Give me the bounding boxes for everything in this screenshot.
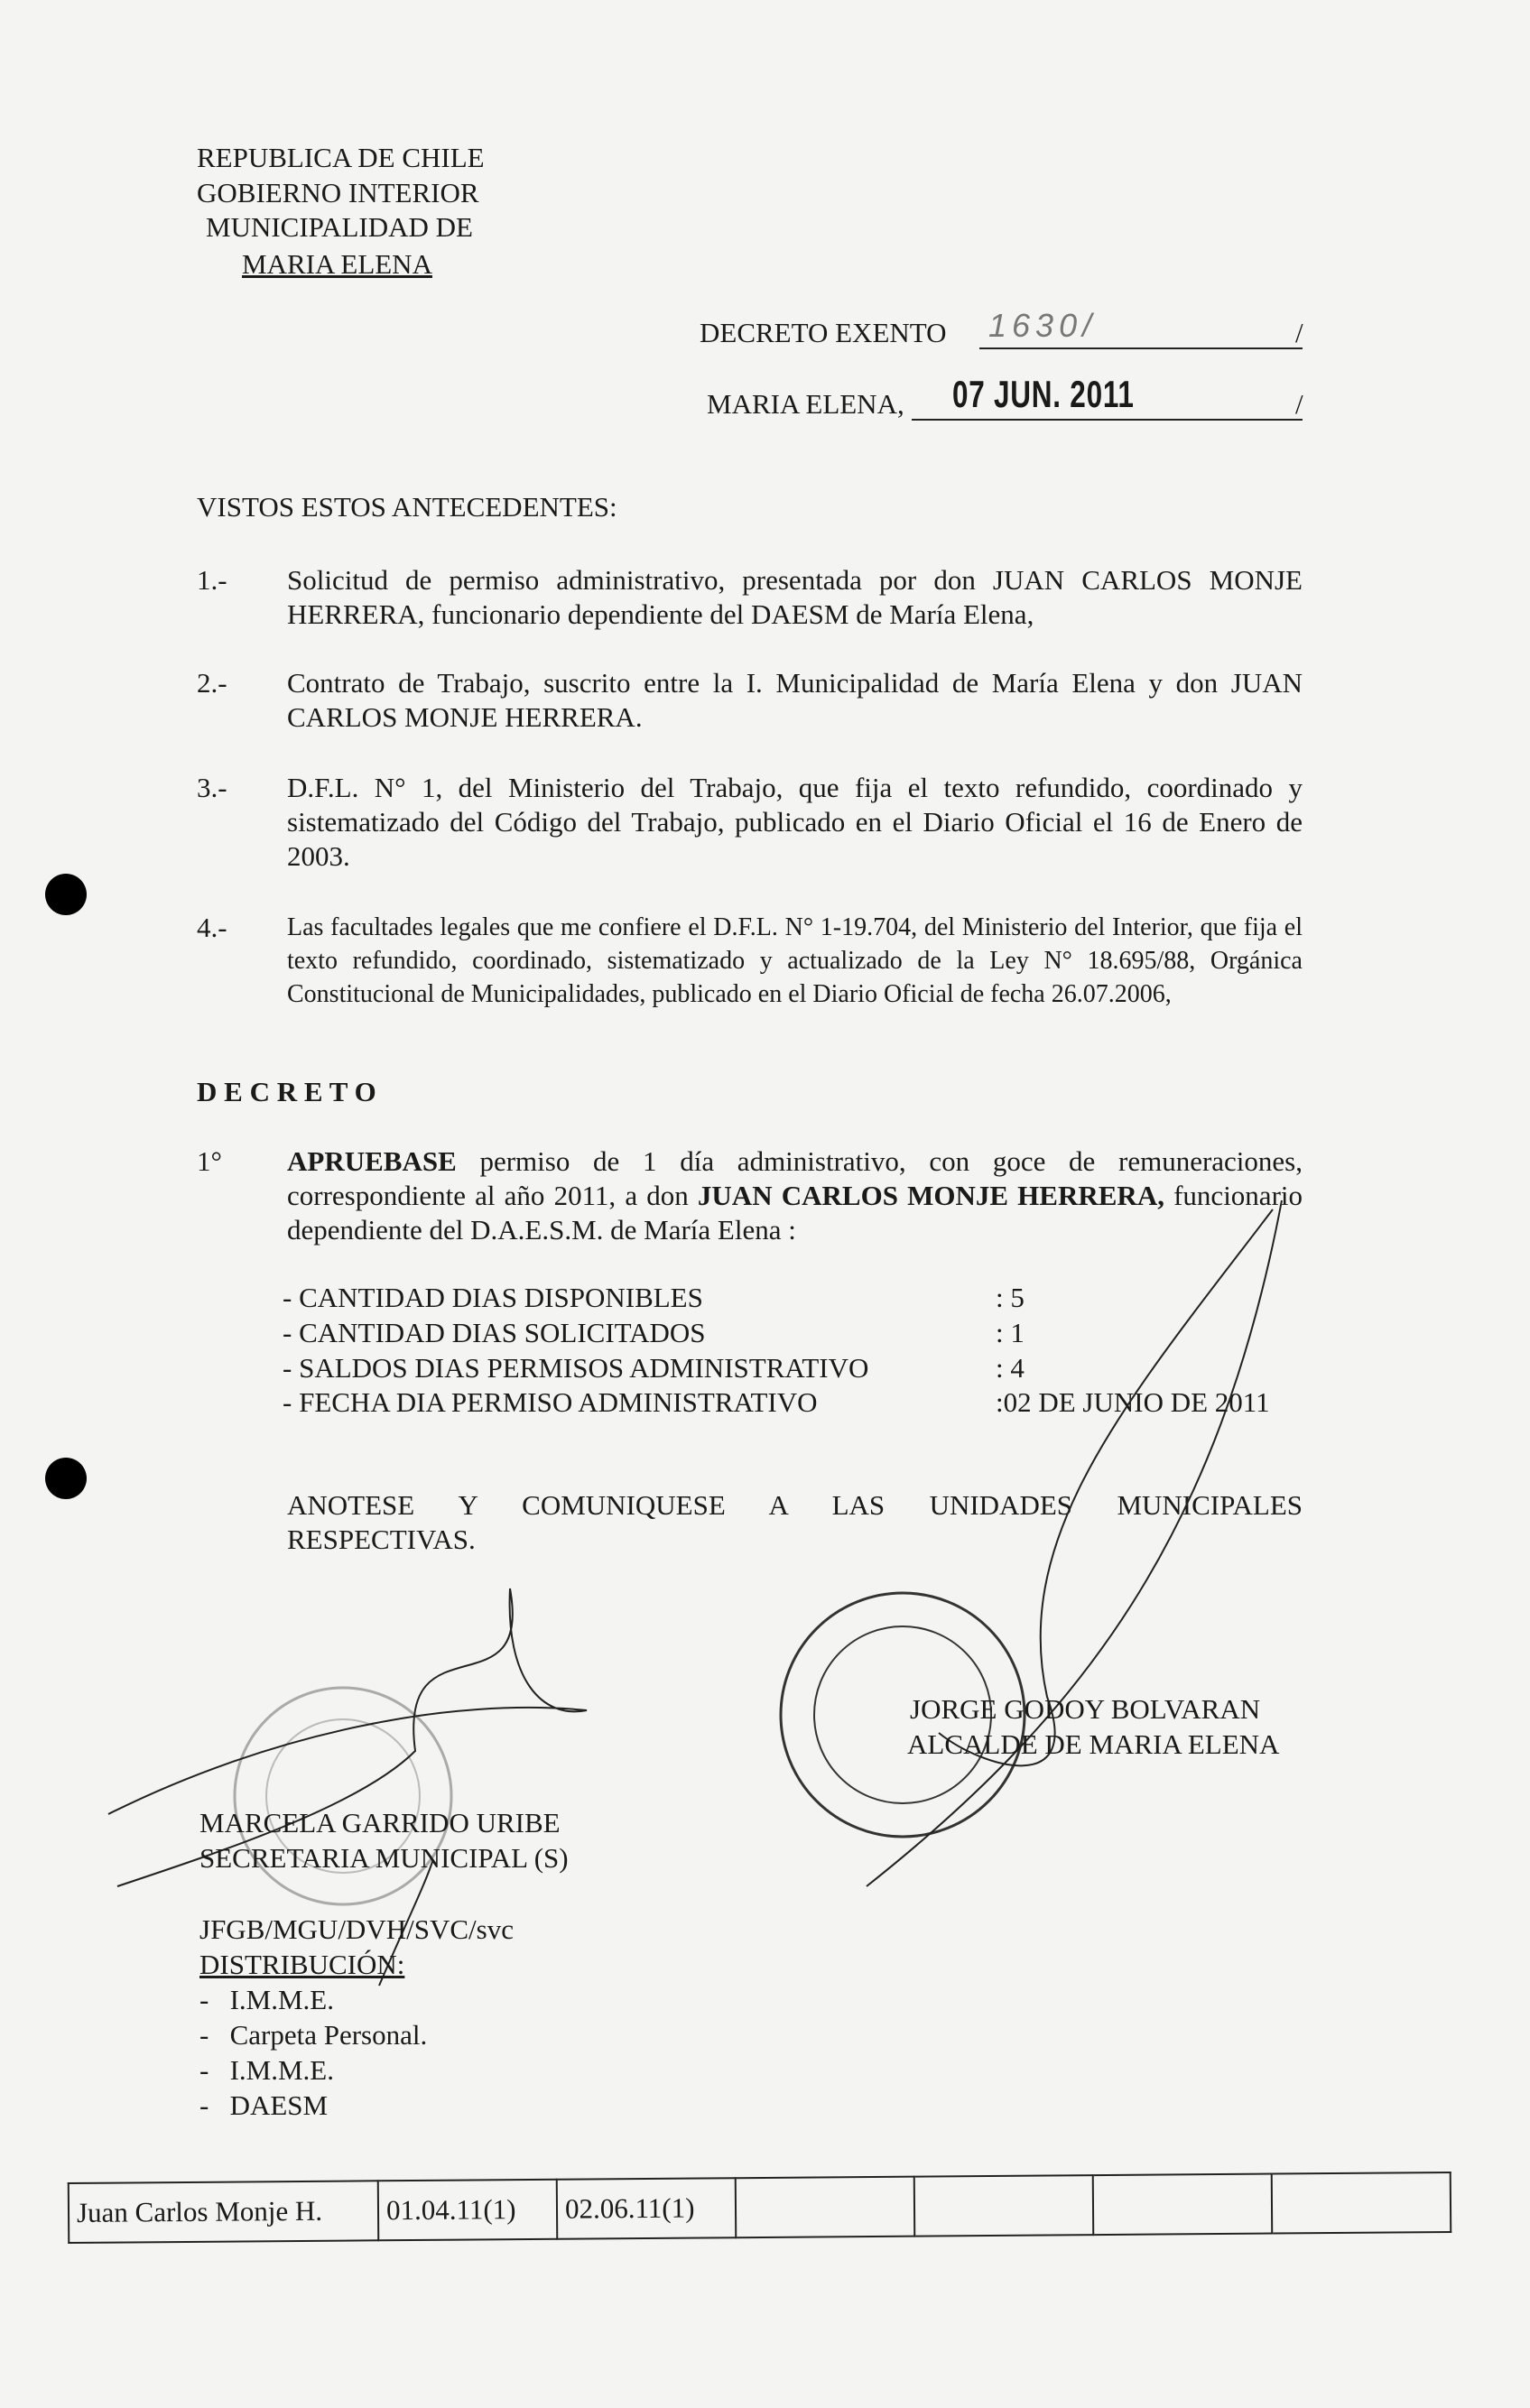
record-cell: Juan Carlos Monje H.	[69, 2181, 379, 2243]
detail-value: : 1	[996, 1317, 1025, 1348]
header-line: MUNICIPALIDAD DE	[206, 211, 473, 243]
punch-hole	[45, 874, 87, 915]
record-table	[68, 2172, 1451, 2244]
detail-label: - CANTIDAD DIAS SOLICITADOS	[283, 1317, 706, 1348]
closing-text: ANOTESE Y COMUNIQUESE A LAS UNIDADES MUNICIPALES RESPECTIVAS.	[287, 1489, 1303, 1555]
distribution-title: DISTRIBUCIÓN:	[199, 1949, 405, 1980]
detail-value: : 4	[996, 1352, 1025, 1384]
detail-label: - FECHA DIA PERMISO ADMINISTRATIVO	[283, 1386, 818, 1418]
item-number: 4.-	[197, 912, 227, 943]
detail-label: - CANTIDAD DIAS DISPONIBLES	[283, 1282, 703, 1313]
item-number: 1.-	[197, 564, 227, 596]
distribution-item: - DAESM	[199, 2089, 329, 2121]
vistos-title: VISTOS ESTOS ANTECEDENTES:	[197, 491, 617, 523]
record-cell	[1093, 2174, 1273, 2236]
header-line: REPUBLICA DE CHILE	[197, 142, 485, 173]
punch-hole	[45, 1458, 87, 1499]
record-cell: 02.06.11(1)	[557, 2178, 737, 2239]
decreto-title: D E C R E T O	[197, 1076, 376, 1107]
record-cell	[914, 2175, 1094, 2237]
item-text: Las facultades legales que me confiere el D.F.L. N° 1-19.704, del Ministerio del Interior, que fija el texto refundido, coordinado, sistematizado y actualizado de la Ley N° 18.695/88, Orgánica Constitucional de Municipalidades, publicado en el Diario Oficial de fecha 26.07.2006,	[287, 913, 1303, 1008]
distribution-item: - Carpeta Personal.	[199, 2019, 428, 2051]
header-line: GOBIERNO INTERIOR	[197, 177, 479, 208]
decree-label: DECRETO EXENTO	[700, 317, 947, 348]
article-number: 1°	[197, 1145, 222, 1177]
distribution-item: - I.M.M.E.	[199, 1984, 334, 2015]
record-cell	[736, 2177, 915, 2238]
detail-label: - SALDOS DIAS PERMISOS ADMINISTRATIVO	[283, 1352, 869, 1384]
item-number: 2.-	[197, 667, 227, 699]
place-label: MARIA ELENA,	[707, 388, 904, 420]
item-text: D.F.L. N° 1, del Ministerio del Trabajo, que fija el texto refundido, coordinado y sistematizado del Código del Trabajo, publicado en el Diario Oficial el 16 de Enero de 2003.	[287, 772, 1303, 872]
distribution-item: - I.M.M.E.	[199, 2054, 334, 2086]
document-page: REPUBLICA DE CHILE GOBIERNO INTERIOR MUNICIPALIDAD DE MARIA ELENA DECRETO EXENTO 1630/ / MARIA ELENA, 07 JUN. 2011 / VISTOS ESTOS ANTECEDENTES: 1.- Solicitud de permiso administrativo, presentada por don JUAN CARLOS MONJE HERRERA, funcionario dependiente del DAESM de María Elena, 2.- Contrato de Trabajo, suscrito entre la I. Municipalidad de María Elena y don JUAN CARLOS MONJE HERRERA. 3.- D.F.L. N° 1, del Ministerio del Trabajo, que fija el texto refundido, coordinado y sistematizado del Código del Trabajo, publicado en el Diario Oficial el 16 de Enero de 2003. 4.- Las facultades legales que me confiere el D.F.L. N° 1-19.704, del Ministerio del Interior, que fija el texto refundido, coordinado, sistematizado y actualizado de la Ley N° 18.695/88, Orgánica Constitucional de Municipalidades, publicado en el Diario Oficial de fecha 26.07.2006, D E C R E T O 1° APRUEBASE permiso de 1 día administrativo, con goce de remuneraciones, correspondiente al año 2011, a don JUAN CARLOS MONJE HERRERA, funcionario dependiente del D.A.E.S.M. de María Elena : - CANTIDAD DIAS DISPONIBLES : 5 - CANTIDAD DIAS SOLICITADOS : 1 - SALDOS DIAS PERMISOS ADMINISTRATIVO : 4 - FECHA DIA PERMISO ADMINISTRATIVO :02 DE JUNIO DE 2011 ANOTESE Y COMUNIQUESE A LAS UNIDADES MUNICIPALES RESPECTIVAS. JORGE GODOY BOLVARAN ALCALDE DE MARIA ELENA MARCELA GARRIDO URIBE SECRETARIA MUNICIPAL (S) JFGB/MGU/DVH/SVC/svc DISTRIBUCIÓN: - I.M.M.E. - Carpeta Personal. - I.M.M.E. - DAESM Juan Carlos Monje H. 01.04.11(1) 02.06.11(1)	[0, 0, 1530, 2408]
initials: JFGB/MGU/DVH/SVC/svc	[199, 1913, 514, 1945]
item-number: 3.-	[197, 772, 227, 803]
detail-value: : 5	[996, 1282, 1025, 1313]
record-cell	[1272, 2172, 1451, 2234]
article-text: APRUEBASE permiso de 1 día administrativo, con goce de remuneraciones, correspondiente al año 2011, a don JUAN CARLOS MONJE HERRERA, funcionario dependiente del D.A.E.S.M. de María Elena :	[287, 1145, 1303, 1246]
date-stamp: 07 JUN. 2011	[952, 373, 1135, 415]
secretary-name: MARCELA GARRIDO URIBE	[199, 1807, 561, 1838]
decree-number-stamp: 1630/	[988, 307, 1098, 344]
mayor-title: ALCALDE DE MARIA ELENA	[907, 1728, 1280, 1760]
item-text: Solicitud de permiso administrativo, presentada por don JUAN CARLOS MONJE HERRERA, funcionario dependiente del DAESM de María Elena,	[287, 564, 1303, 630]
secretary-title: SECRETARIA MUNICIPAL (S)	[199, 1842, 569, 1874]
mayor-name: JORGE GODOY BOLVARAN	[910, 1693, 1261, 1725]
header-line: MARIA ELENA	[242, 248, 432, 280]
detail-value: :02 DE JUNIO DE 2011	[996, 1386, 1270, 1418]
item-text: Contrato de Trabajo, suscrito entre la I. Municipalidad de María Elena y don JUAN CARLOS MONJE HERRERA.	[287, 667, 1303, 733]
record-cell: 01.04.11(1)	[378, 2180, 558, 2241]
